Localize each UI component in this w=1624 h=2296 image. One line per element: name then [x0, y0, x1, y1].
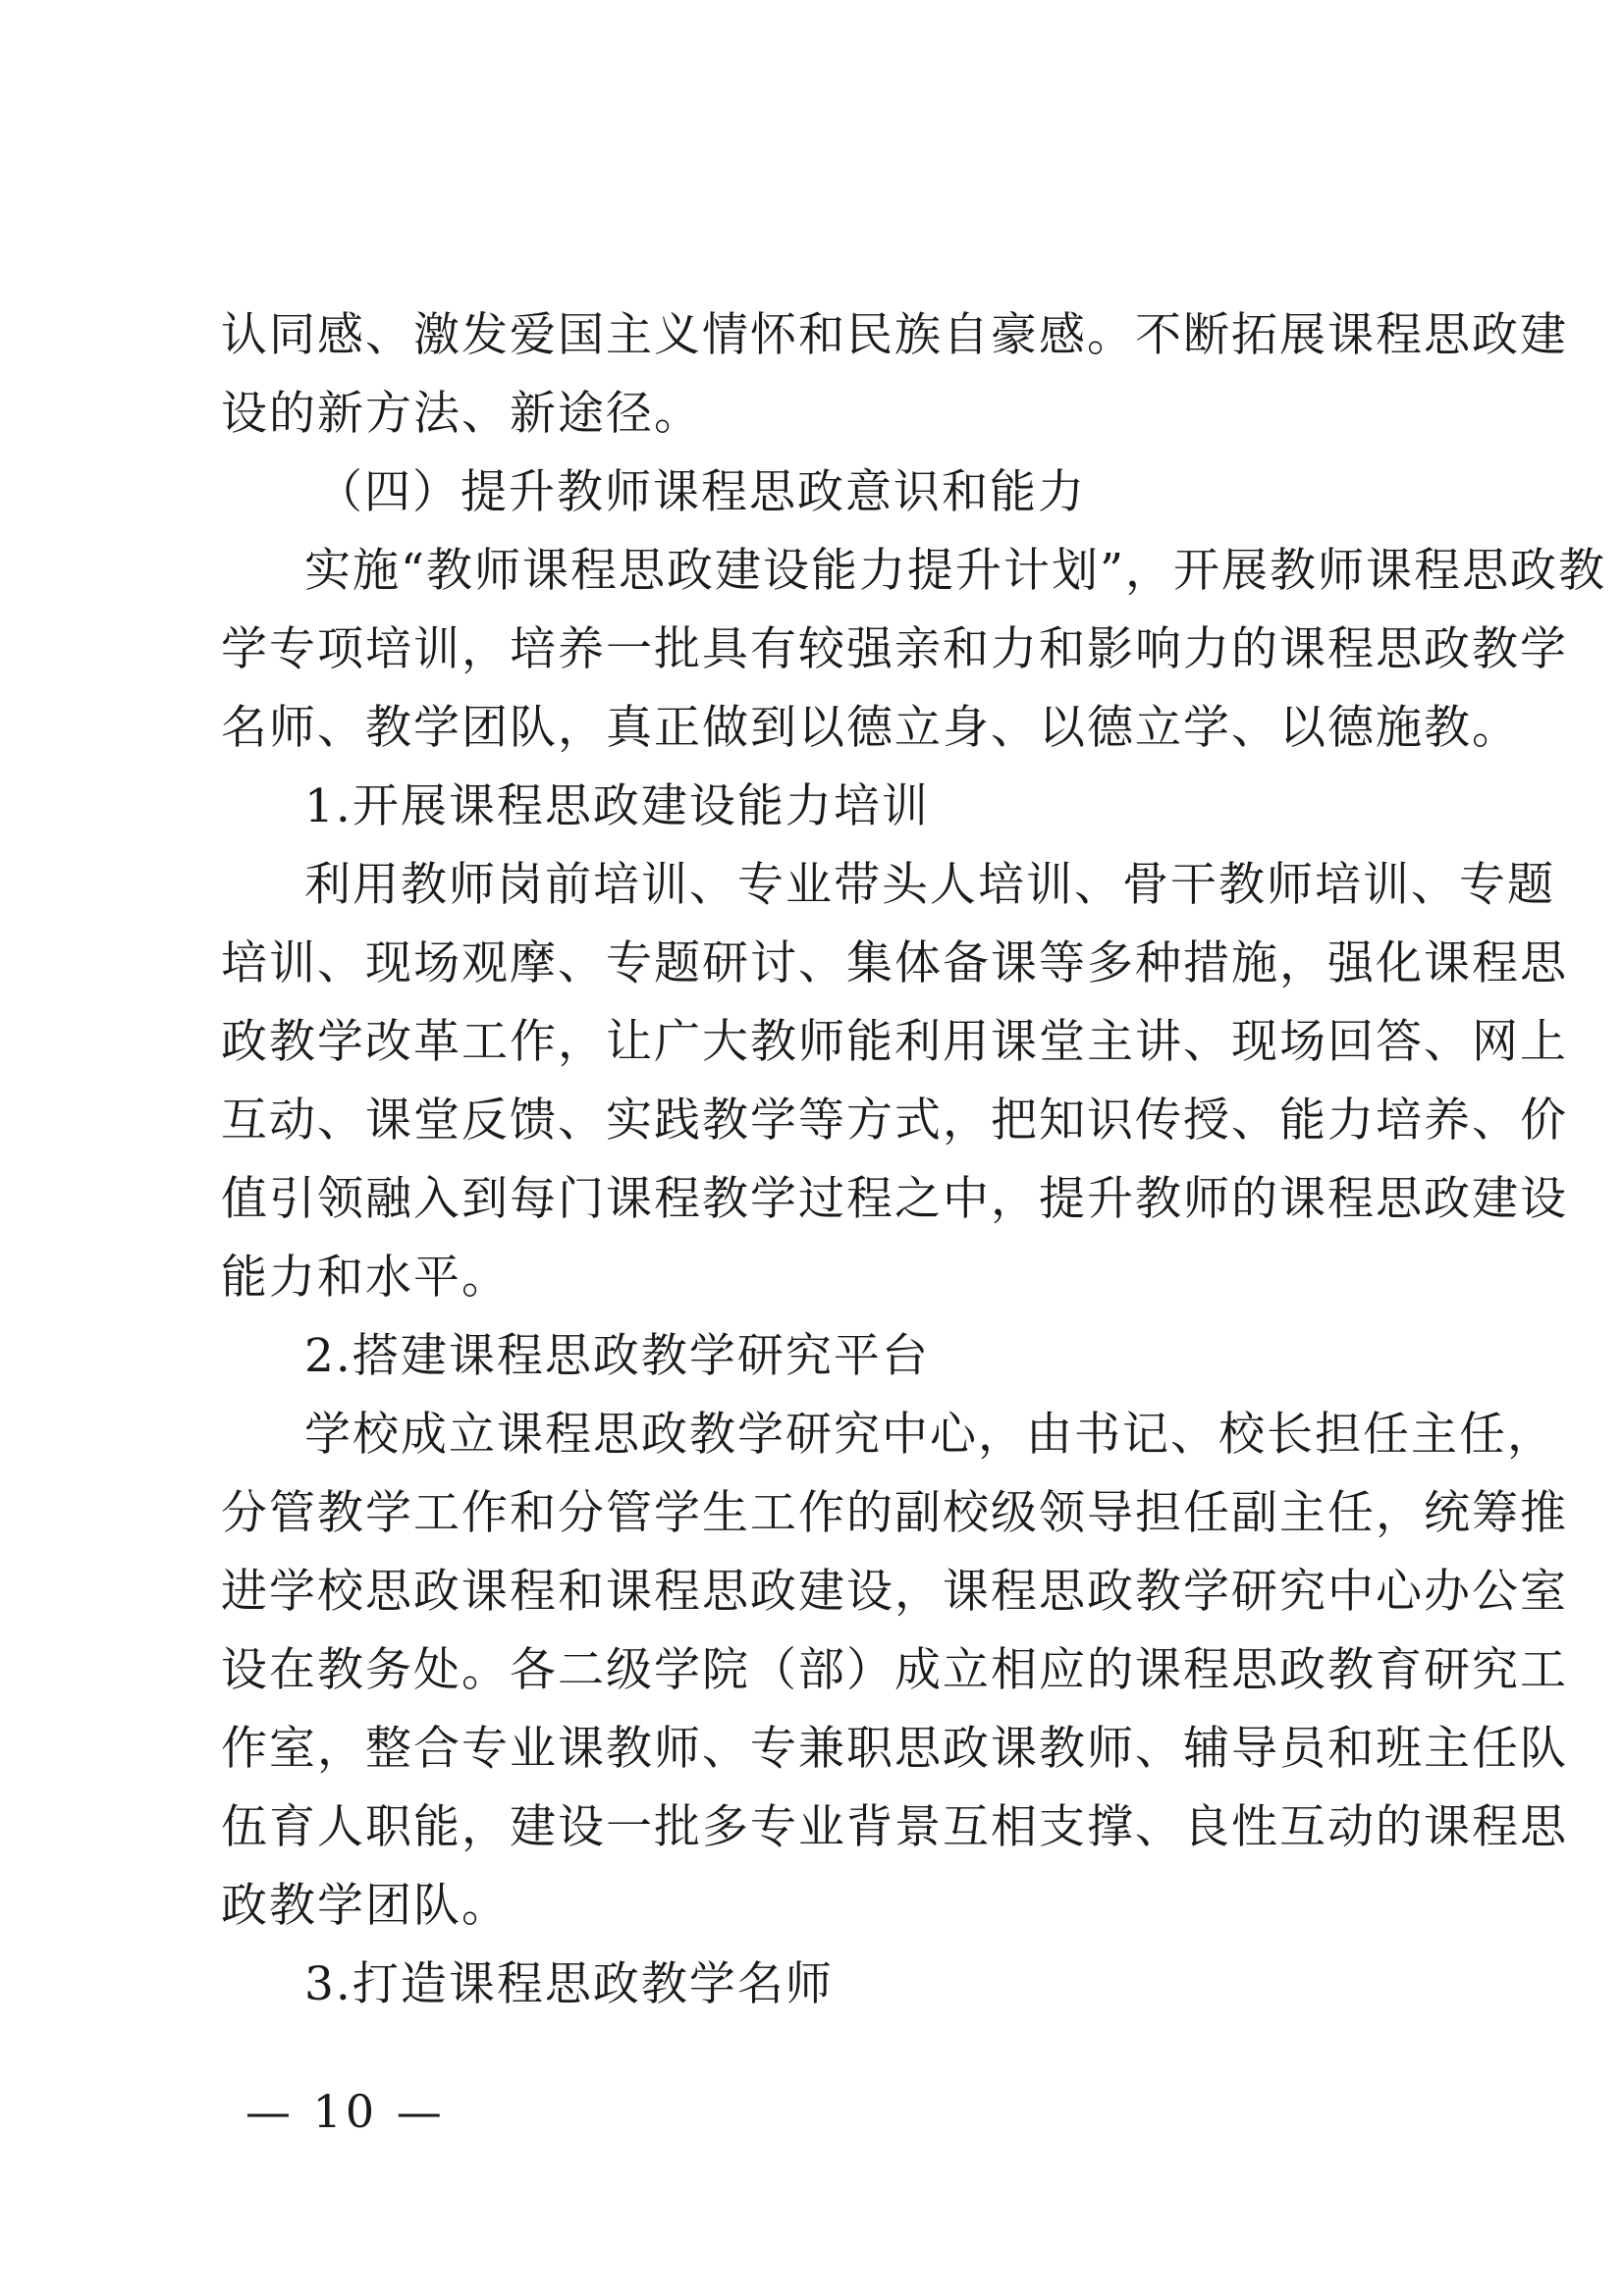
subsection-heading: 1.开展课程思政建设能力培训 — [304, 779, 930, 833]
page-number: — 10 — — [245, 2085, 446, 2138]
section-heading: （四）提升教师课程思政意识和能力 — [316, 465, 1086, 519]
body-text-line: 政教学团队。 — [221, 1879, 510, 1933]
body-text-line: 作室，整合专业课教师、专兼职思政课教师、辅导员和班主任队 — [221, 1722, 1568, 1776]
body-text-line: 实施“教师课程思政建设能力提升计划”，开展教师课程思政教 — [304, 544, 1607, 598]
body-text-line: 设的新方法、新途径。 — [221, 387, 702, 441]
body-text-line: 伍育人职能，建设一批多专业背景互相支撑、良性互动的课程思 — [221, 1800, 1568, 1854]
subsection-heading: 2.搭建课程思政教学研究平台 — [304, 1329, 930, 1383]
body-text-line: 进学校思政课程和课程思政建设，课程思政教学研究中心办公室 — [221, 1565, 1568, 1619]
body-text-line: 能力和水平。 — [221, 1251, 510, 1305]
body-text-line: 设在教务处。各二级学院（部）成立相应的课程思政教育研究工 — [221, 1643, 1568, 1697]
subsection-heading: 3.打造课程思政教学名师 — [304, 1957, 834, 2011]
body-text-line: 利用教师岗前培训、专业带头人培训、骨干教师培训、专题 — [304, 858, 1555, 912]
body-text-line: 培训、现场观摩、专题研讨、集体备课等多种措施，强化课程思 — [221, 936, 1568, 990]
body-text-line: 学校成立课程思政教学研究中心，由书记、校长担任主任， — [304, 1408, 1555, 1462]
body-text-line: 名师、教学团队，真正做到以德立身、以德立学、以德施教。 — [221, 701, 1520, 755]
body-text-line: 认同感、激发爱国主义情怀和民族自豪感。不断拓展课程思政建 — [221, 308, 1568, 362]
body-text-line: 分管教学工作和分管学生工作的副校级领导担任副主任，统筹推 — [221, 1486, 1568, 1540]
body-text-line: 政教学改革工作，让广大教师能利用课堂主讲、现场回答、网上 — [221, 1015, 1568, 1069]
body-text-line: 值引领融入到每门课程教学过程之中，提升教师的课程思政建设 — [221, 1172, 1568, 1226]
body-text-line: 学专项培训，培养一批具有较强亲和力和影响力的课程思政教学 — [221, 622, 1568, 676]
body-text-line: 互动、课堂反馈、实践教学等方式，把知识传授、能力培养、价 — [221, 1094, 1568, 1148]
